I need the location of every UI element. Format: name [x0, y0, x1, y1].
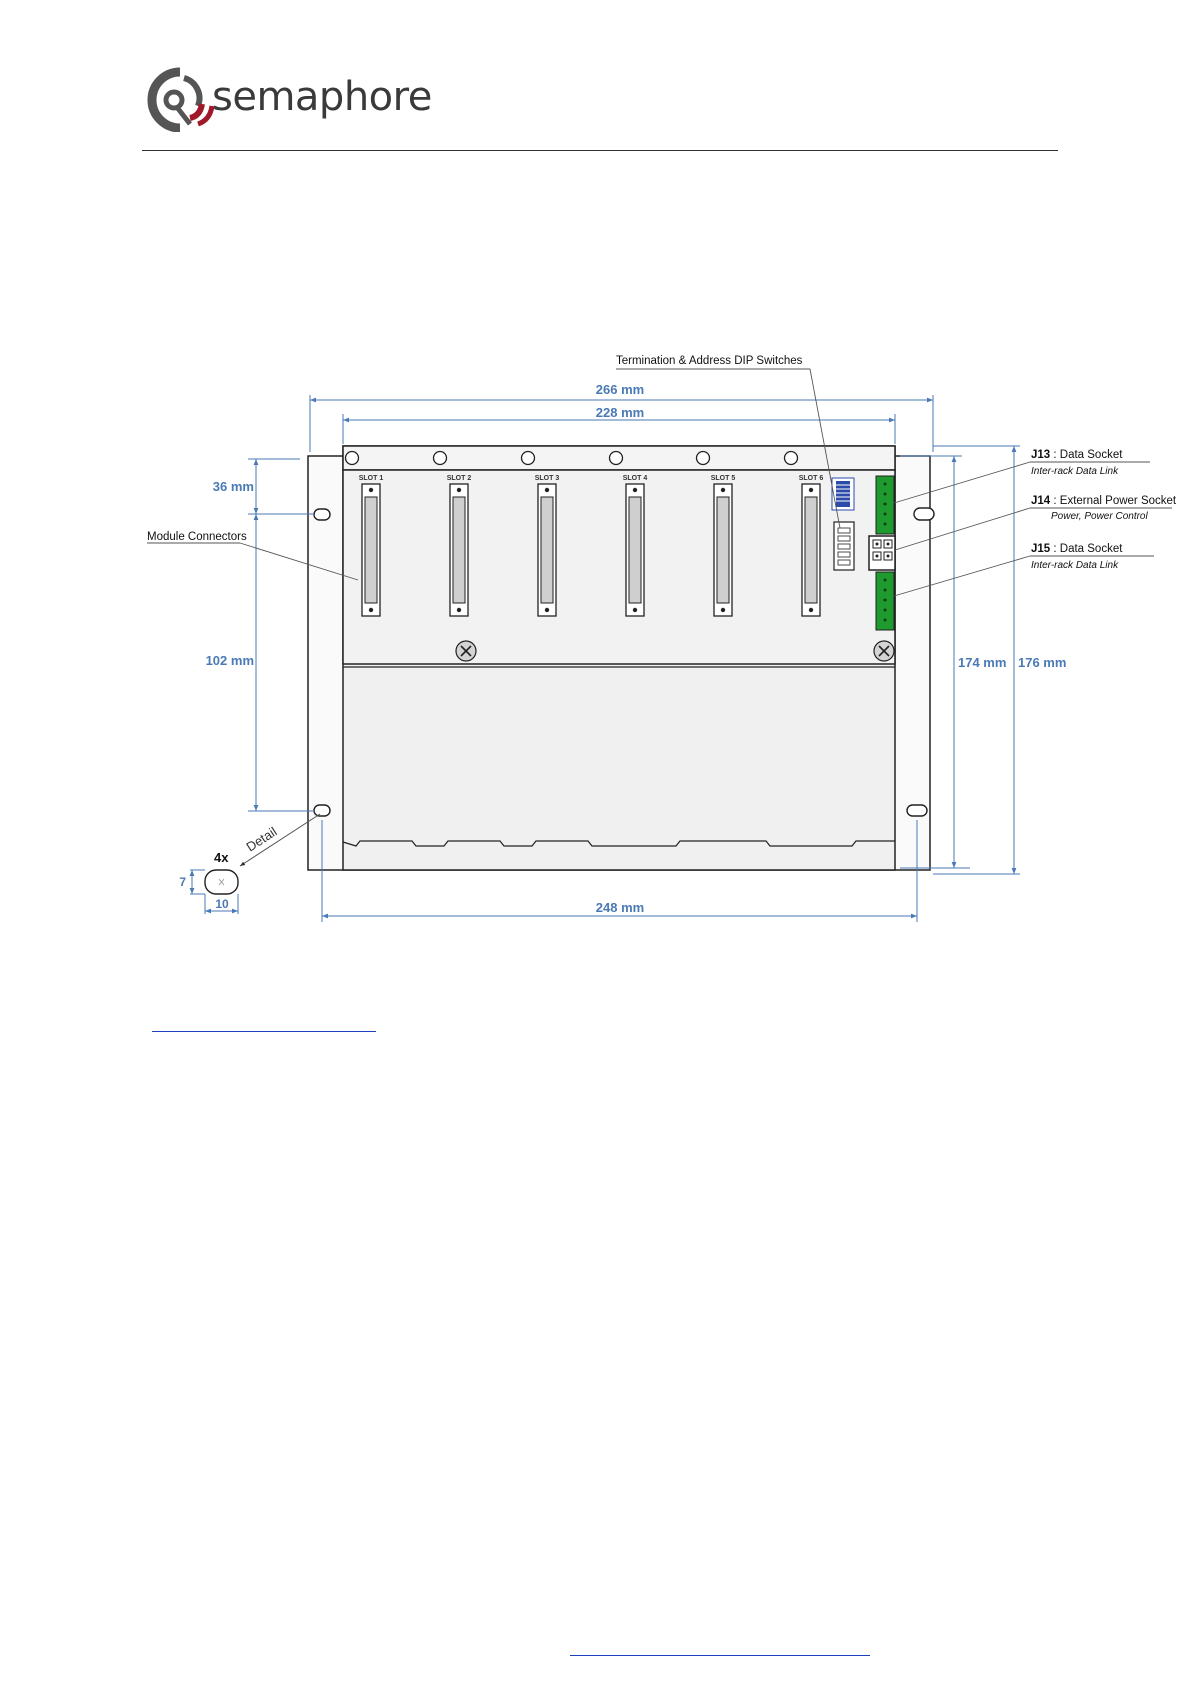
detail-label: Detail	[243, 823, 280, 855]
document-link[interactable]	[152, 1031, 376, 1032]
j15-id: J15	[1031, 543, 1051, 555]
logo-text: semaphore	[212, 74, 432, 120]
svg-text:J15 : Data Socket	[1031, 543, 1123, 555]
slot-label: SLOT 3	[534, 475, 560, 482]
j14-sub: Power, Power Control	[1051, 511, 1148, 522]
j14-connector	[869, 536, 895, 570]
slot-6	[799, 475, 824, 616]
screw-left-icon	[456, 641, 476, 661]
j15-sub: Inter-rack Data Link	[1031, 560, 1119, 571]
dim-176: 176 mm	[1018, 655, 1067, 670]
slot-4	[623, 475, 648, 616]
dip-switch-white	[834, 522, 854, 570]
dip-callout: Termination & Address DIP Switches	[616, 355, 803, 367]
svg-text:J14 : External Power Socket	[1031, 495, 1177, 507]
slot-5	[711, 475, 736, 616]
slot-2	[447, 475, 472, 616]
svg-text:J13 : Data Socket	[1031, 449, 1123, 461]
module-callout: Module Connectors	[147, 531, 247, 543]
slot-label: SLOT 2	[446, 475, 472, 482]
dim-266: 266 mm	[595, 382, 645, 397]
j13-sub: Inter-rack Data Link	[1031, 466, 1119, 477]
detail-h: 7	[179, 875, 186, 889]
j14-id: J14	[1031, 495, 1051, 507]
dim-174: 174 mm	[958, 655, 1007, 670]
dim-228: 228 mm	[595, 405, 645, 420]
j15-name: : Data Socket	[1050, 543, 1123, 555]
slot-1	[359, 475, 384, 616]
slot-label: SLOT 4	[622, 475, 648, 482]
detail-count: 4x	[214, 850, 229, 865]
slot-label: SLOT 5	[710, 475, 736, 482]
j14-name: : External Power Socket	[1050, 495, 1177, 507]
j13-name: : Data Socket	[1050, 449, 1123, 461]
j13-id: J13	[1031, 449, 1051, 461]
slot-3	[535, 475, 560, 616]
dim-248: 248 mm	[595, 900, 645, 915]
slot-label: SLOT 6	[798, 475, 824, 482]
footer-link[interactable]	[570, 1655, 870, 1656]
detail-callout	[179, 814, 320, 914]
j15-connector	[876, 572, 894, 630]
j13-connector	[876, 476, 894, 534]
slot-label: SLOT 1	[358, 475, 384, 482]
detail-w: 10	[215, 897, 229, 911]
dim-36: 36 mm	[212, 479, 254, 494]
screw-right-icon	[874, 641, 894, 661]
dim-102: 102 mm	[205, 653, 254, 668]
